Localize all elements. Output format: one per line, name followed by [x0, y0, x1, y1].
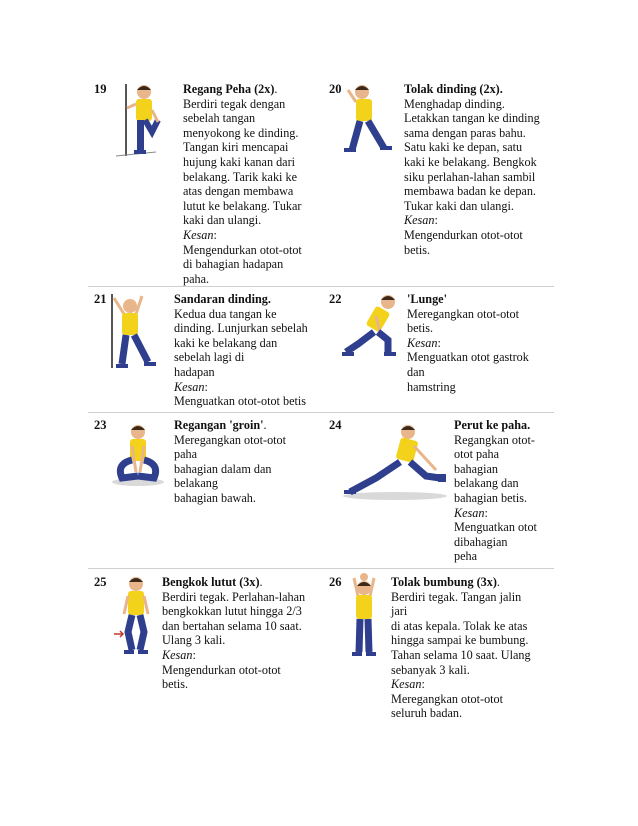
row-divider: [88, 286, 554, 287]
description-line: Menghadap dinding.: [404, 96, 505, 111]
exercise-illustration-wall-push: [340, 80, 398, 156]
exercise-title: Perut ke paha.: [454, 418, 531, 432]
description-line: Regangkan otot-: [454, 432, 535, 447]
description-line: Ulang 3 kali.: [162, 633, 226, 648]
exercise-number: 20: [329, 82, 342, 96]
kesan-line: Mengendurkan otot-otot: [162, 662, 281, 677]
exercise-number: 25: [94, 575, 107, 589]
kesan-line: Mengendurkan otot-otot: [404, 227, 523, 242]
kesan-line: Mengendurkan otot-otot: [183, 242, 302, 257]
exercise-illustration-lunge: [340, 292, 404, 362]
kesan-line: betis.: [162, 677, 189, 692]
description-line: dinding. Lunjurkan sebelah: [174, 321, 308, 336]
shirt: [128, 591, 144, 615]
exercise-illustration-thigh-stretch: [112, 80, 176, 160]
description-line: kaki ke belakang. Bengkok: [404, 154, 537, 169]
description-line: jari: [391, 604, 408, 619]
description-line: Meregangkan otot-otot: [174, 432, 287, 447]
kesan-label: Kesan: [404, 213, 435, 228]
description-line: di atas kepala. Tolak ke atas: [391, 618, 528, 633]
exercise-number: 26: [329, 575, 342, 589]
description-line: Satu kaki ke depan, satu: [404, 140, 523, 155]
exercise-title: Sandaran dinding.: [174, 292, 271, 306]
description-line: kaki ke belakang dan: [174, 335, 278, 350]
description-line: Berdiri tegak. Perlahan-lahan: [162, 589, 306, 604]
description-line: lutut ke belakang. Tukar: [183, 198, 302, 213]
shirt: [356, 595, 372, 619]
description-line: belakang dan: [454, 476, 519, 491]
description-line: hingga sampai ke bumbung.: [391, 633, 529, 648]
description-line: hujung kaki kanan dari: [183, 154, 296, 169]
description-line: sebelah lagi di: [174, 350, 245, 365]
kesan-line: Menguatkan otot-otot betis: [174, 394, 307, 409]
exercise-title: Tolak bumbung (3x): [391, 575, 497, 589]
exercise-number: 21: [94, 292, 107, 306]
description-line: sama dengan paras bahu.: [404, 125, 526, 140]
kesan-line: dibahagian: [454, 534, 508, 549]
description-line: bahagian betis.: [454, 490, 528, 505]
description-line: Tukar kaki dan ulangi.: [404, 198, 514, 213]
description-line: bahagian bawah.: [174, 490, 256, 505]
head: [123, 299, 137, 313]
description-line: betis.: [407, 321, 434, 336]
kesan-label: Kesan: [162, 647, 193, 662]
exercise-description: Bengkok lutut (3x). Berdiri tegak. Perlahan-lahan bengkokkan lutut hingga 2/3 dan bertahan selama 10 saat. Ulang 3 kali. Kesan: Mengendurkan otot-otot betis.: [162, 575, 306, 692]
description-line: Berdiri tegak. Tangan jalin: [391, 589, 522, 604]
exercise-illustration-groin-stretch: [108, 420, 168, 488]
exercise-title: Regang Peha (2x): [183, 82, 275, 96]
description-line: bahagian: [454, 461, 498, 476]
kesan-label: Kesan: [183, 227, 214, 242]
kesan-line: seluruh badan.: [391, 706, 463, 721]
kesan-label: Kesan: [454, 505, 485, 520]
kesan-line: hamstring: [407, 379, 456, 394]
description-line: belakang: [174, 476, 218, 491]
exercise-number: 23: [94, 418, 107, 432]
kesan-line: dan: [407, 364, 425, 379]
description-line: sebelah tangan: [183, 111, 256, 126]
description-line: bengkokkan lutut hingga 2/3: [162, 604, 302, 619]
description-line: Kedua dua tangan ke: [174, 306, 277, 321]
row-divider: [88, 568, 554, 569]
exercise-description: Tolak dinding (2x). Menghadap dinding. Letakkan tangan ke dinding sama dengan paras bahu. Satu kaki ke depan, satu kaki ke belakang. Bengkok siku perlahan-lahan sambil membawa badan ke depan. Tukar kaki dan ulangi. Kesan: Mengendurkan otot-otot betis.: [404, 82, 540, 257]
exercise-number: 19: [94, 82, 107, 96]
description-line: otot paha: [454, 447, 500, 462]
kesan-label: Kesan: [391, 677, 422, 692]
description-line: membawa badan ke depan.: [404, 184, 536, 199]
kesan-line: peha: [454, 549, 478, 564]
description-line: Meregangkan otot-otot: [407, 306, 520, 321]
exercise-number: 22: [329, 292, 342, 306]
description-line: kaki dan ulangi.: [183, 213, 262, 228]
kesan-label: Kesan: [407, 335, 438, 350]
description-line: paha: [174, 447, 198, 462]
kesan-line: Menguatkan otot gastrok: [407, 350, 529, 365]
shirt: [356, 99, 372, 121]
exercise-illustration-wall-lean: [104, 292, 168, 372]
description-line: Letakkan tangan ke dinding: [404, 111, 540, 126]
kesan-line: paha.: [183, 271, 210, 286]
description-line: bahagian dalam dan: [174, 461, 272, 476]
row-divider: [88, 412, 554, 413]
exercise-illustration-stomach-to-thigh: [340, 420, 450, 502]
kesan-line: di bahagian hadapan: [183, 257, 284, 272]
kesan-line: Meregangkan otot-otot: [391, 691, 504, 706]
exercise-description: Sandaran dinding. Kedua dua tangan ke dinding. Lunjurkan sebelah kaki ke belakang dan sebelah lagi di hadapan Kesan: Menguatkan otot-otot betis: [174, 292, 308, 409]
shirt: [122, 313, 138, 335]
description-line: sebanyak 3 kali.: [391, 662, 470, 677]
description-line: siku perlahan-lahan sambil: [404, 169, 536, 184]
exercise-description: Perut ke paha. Regangkan otot- otot paha bahagian belakang dan bahagian betis. Kesan: Menguatkan otot dibahagian peha: [454, 418, 537, 564]
exercise-title: Bengkok lutut (3x): [162, 575, 260, 589]
kesan-line: Menguatkan otot: [454, 520, 537, 535]
description-line: Tahan selama 10 saat. Ulang: [391, 647, 531, 662]
description-line: dan bertahan selama 10 saat.: [162, 618, 302, 633]
kesan-line: betis.: [404, 242, 431, 257]
description-line: Tangan kiri mencapai: [183, 140, 289, 155]
description-line: menyokong ke dinding.: [183, 125, 299, 140]
exercise-description: Regangan 'groin'. Meregangkan otot-otot paha bahagian dalam dan belakang bahagian bawah.: [174, 418, 287, 505]
exercise-title: 'Lunge': [407, 292, 447, 306]
exercise-illustration-ceiling-push: [344, 572, 384, 660]
shirt: [136, 99, 152, 121]
description-line: belakang. Tarik kaki ke: [183, 169, 297, 184]
exercise-title: Tolak dinding (2x).: [404, 82, 503, 96]
exercise-number: 24: [329, 418, 342, 432]
exercise-description: Tolak bumbung (3x). Berdiri tegak. Tangan jalin jari di atas kepala. Tolak ke atas hingga sampai ke bumbung. Tahan selama 10 saat. Ulang sebanyak 3 kali. Kesan: Meregangkan otot-otot seluruh badan.: [391, 575, 531, 721]
exercise-title: Regangan 'groin': [174, 418, 264, 432]
exercise-illustration-knee-bend: [112, 574, 160, 658]
exercise-description: Regang Peha (2x). Berdiri tegak dengan sebelah tangan menyokong ke dinding. Tangan kiri mencapai hujung kaki kanan dari belakang. Tarik kaki ke atas dengan membawa lutut ke belakang. Tukar kaki dan ulangi. Kesan: Mengendurkan otot-otot di bahagian hadapan paha.: [183, 82, 302, 286]
description-line: hadapan: [174, 364, 215, 379]
shirt: [395, 437, 418, 463]
exercise-description: 'Lunge' Meregangkan otot-otot betis. Kesan: Menguatkan otot gastrok dan hamstring: [407, 292, 529, 394]
description-line: Berdiri tegak dengan: [183, 96, 286, 111]
description-line: atas dengan membawa: [183, 184, 294, 199]
kesan-label: Kesan: [174, 379, 205, 394]
